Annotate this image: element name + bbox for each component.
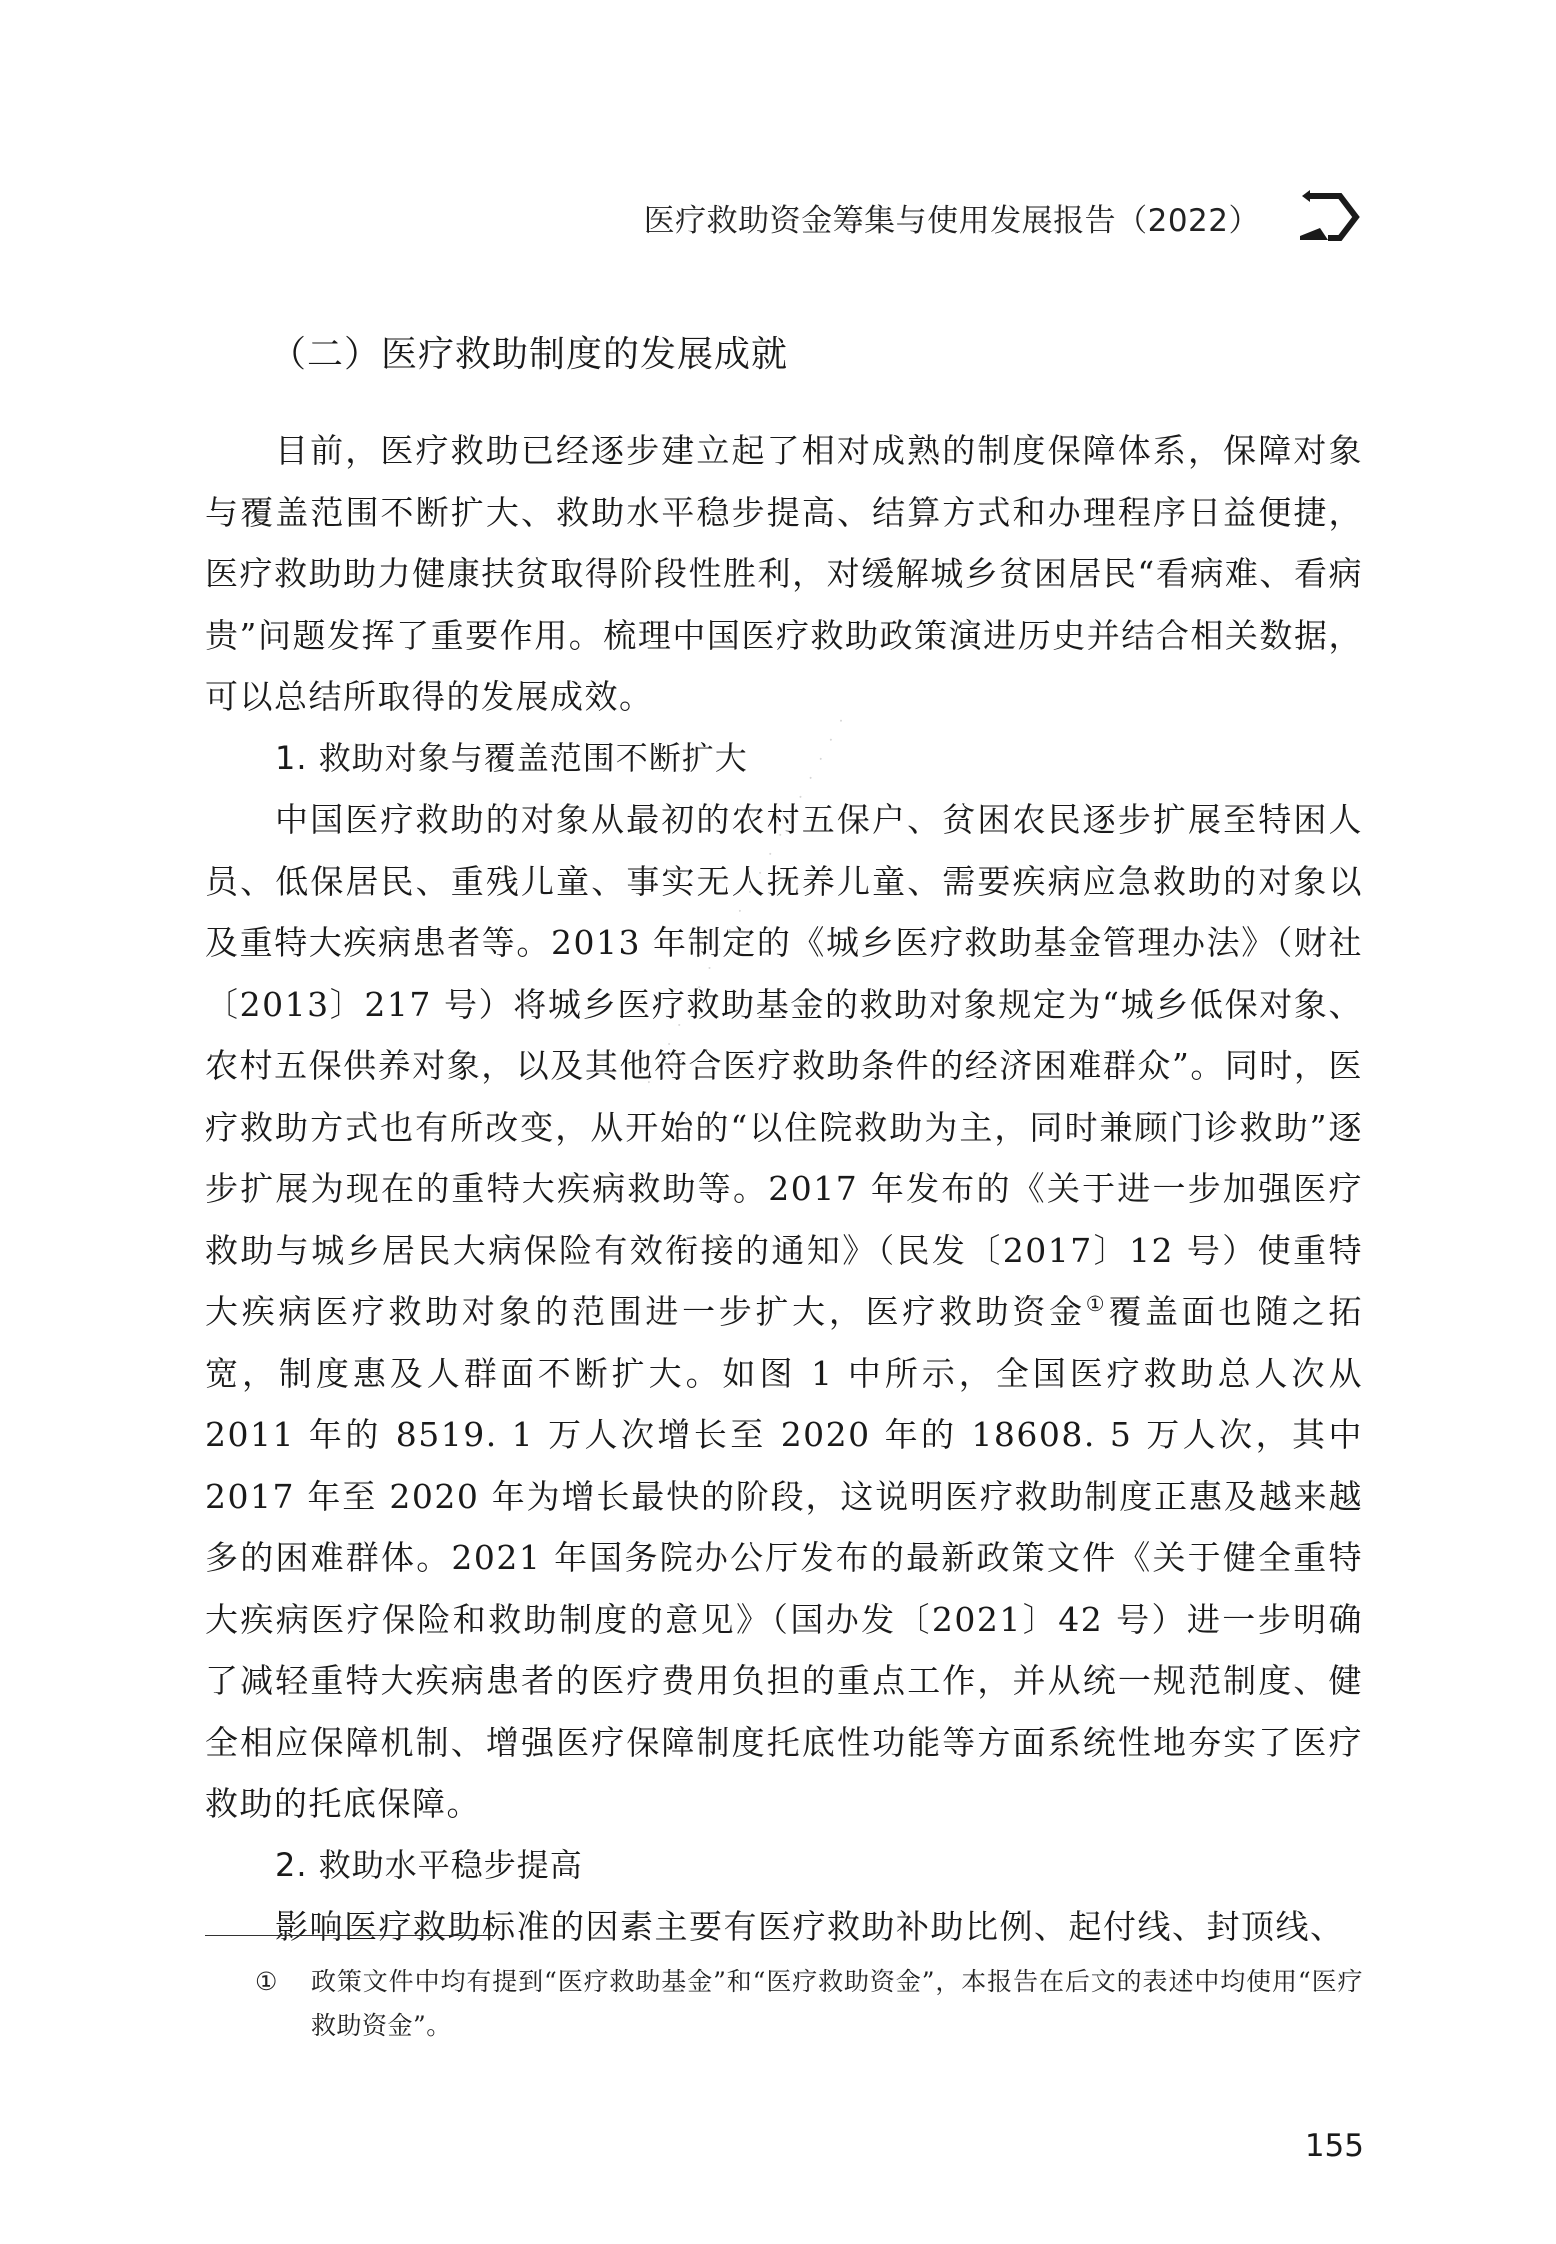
paragraph-coverage <box>205 789 1363 1835</box>
section-heading: （二）医疗救助制度的发展成就 <box>270 334 789 375</box>
paragraph-coverage-part1: 中国医疗救助的对象从最初的农村五保户、贫困农民逐步扩展至特困人员、低保居民、重残儿童、事实无人抚养儿童、需要疾病应急救助的对象以及重特大疾病患者等。2013 年制定的《城乡医疗救助基金管理办法》（财社〔2013〕217 号）将城乡医疗救助基金的救助对象规定为“城乡低保对象、农村五保供养对象，以及其他符合医疗救助条件的经济困难群众”。同时，医疗救助方式也有所改变，从开始的“以住院救助为主，同时兼顾门诊救助”逐步扩展为现在的重特大疾病救助等。2017 年发布的《关于进一步加强医疗救助与城乡居民大病保险有效衔接的通知》（民发〔2017〕12 号）使重特大疾病医疗救助对象的范围进一步扩大，医疗救助资金 <box>205 800 1363 1331</box>
footnote-text: 政策文件中均有提到“医疗救助基金”和“医疗救助资金”，本报告在后文的表述中均使用“医疗救助资金”。 <box>311 1967 1363 2040</box>
paragraph-coverage-part2: 覆盖面也随之拓宽，制度惠及人群面不断扩大。如图 1 中所示，全国医疗救助总人次从 2011 年的 8519. 1 万人次增长至 2020 年的 18608. 5 万人次，其中 2017 年至 2020 年为增长最快的阶段，这说明医疗救助制度正惠及越来越多的困难群体。2021 年国务院办公厅发布的最新政策文件《关于健全重特大疾病医疗保险和救助制度的意见》（国办发〔2021〕42 号）进一步明确了减轻重特大疾病患者的医疗费用负担的重点工作，并从统一规范制度、健全相应保障机制、增强医疗保障制度托底性功能等方面系统性地夯实了医疗救助的托底保障。 <box>205 1292 1364 1823</box>
paragraph-intro: 目前，医疗救助已经逐步建立起了相对成熟的制度保障体系，保障对象与覆盖范围不断扩大、救助水平稳步提高、结算方式和办理程序日益便捷，医疗救助助力健康扶贫取得阶段性胜利，对缓解城乡贫困居民“看病难、看病贵”问题发挥了重要作用。梳理中国医疗救助政策演进历史并结合相关数据，可以总结所取得的发展成效。 <box>205 431 1363 716</box>
running-head-title: 医疗救助资金筹集与使用发展报告（2022） <box>643 203 1260 239</box>
footnote-reference[interactable]: ① <box>1085 1292 1109 1316</box>
subheading-coverage: 1. 救助对象与覆盖范围不断扩大 <box>275 738 748 777</box>
page-number: 155 <box>1304 2128 1364 2164</box>
folded-arrow-icon <box>1298 188 1366 246</box>
subheading-level: 2. 救助水平稳步提高 <box>275 1845 583 1884</box>
footnote-mark: ① <box>255 1967 278 1996</box>
paragraph-level: 影响医疗救助标准的因素主要有医疗救助补助比例、起付线、封顶线、 <box>275 1907 1345 1946</box>
body-text <box>205 420 1363 1958</box>
watermark: · · · · · · · · · · · · · · · · · · · · <box>640 709 854 1089</box>
footnote-divider <box>205 1935 495 1936</box>
footnote <box>255 1960 1363 2048</box>
